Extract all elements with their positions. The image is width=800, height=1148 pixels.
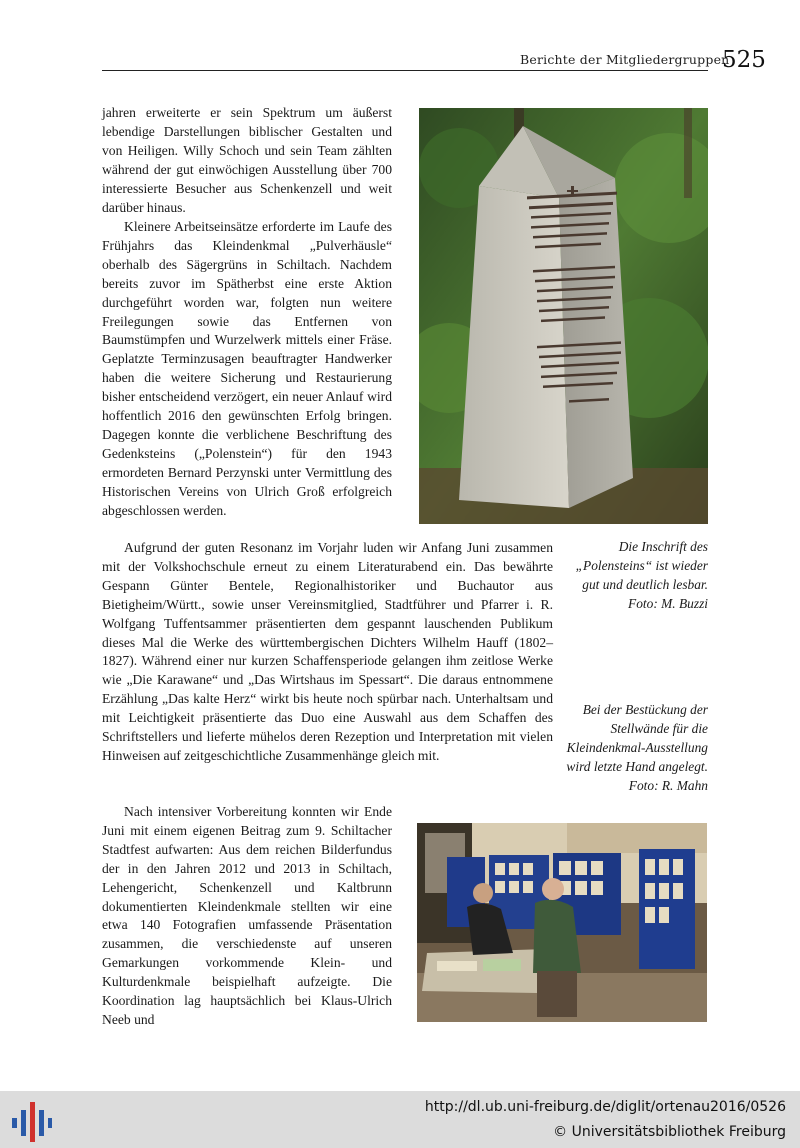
caption-1: Die Inschrift des „Polensteins“ ist wieder gut und deutlich lesbar. Foto: M. Buzzi bbox=[575, 539, 708, 611]
running-header: Berichte der Mitgliedergruppen bbox=[520, 52, 730, 67]
footer-url-link[interactable]: http://dl.ub.uni-freiburg.de/diglit/ortenau2016/0526 bbox=[424, 1099, 786, 1115]
paragraph-3: Aufgrund der guten Resonanz im Vorjahr luden wir Anfang Juni zusammen mit der Volkshochschule erneut zu einem Literaturabend ein. Das bewährte Gespann Günter Bentele, Regionalhistoriker und Buchautor aus Bietigheim/Württ., sowie unser Vereinsmitglied, Stadtführer und Pfarrer i. R. Wolfgang Tuffentsammer präsentierten dem gespannt lauschenden Publikum dieses Mal die Werke des württembergischen Dichters Wilhelm Hauff (1802–1827). Während einer nur kurzen Schaffensperiode gelangen ihm zeitlose Werke wie „Die Karawane“ und „Das Wirtshaus im Spessart“. Die daraus entnommene Erzählung „Das kalte Herz“ wirkt bis heute noch spürbar nach. Unterhaltsam und mit Leichtigkeit präsentierte das Duo eine Auswahl aus dem Schaffen des Schriftstellers und lieferte mühelos deren Rezeption und Interpretation mit vielen Hinweisen auf zeitgeschichtliche Zusammenhänge gleich mit. bbox=[102, 540, 553, 763]
memorial-stone-photo bbox=[419, 108, 708, 524]
page-number: 525 bbox=[722, 47, 766, 73]
paragraph-4: Nach intensiver Vorbereitung konnten wir Ende Juni mit einem eigenen Beitrag zum 9. Schiltacher Stadtfest aufwarten: Aus dem reichen Bilderfundus der in den Jahren 2012 und 2013 in Schiltach, Lehengericht, Schenkenzell und Kaltbrunn dokumentierten Kleindenkmale stellten wir eine etwa 140 Fotografien umfassende Präsentation zusammen, die verschiedenste auf unseren Gemarkungen vorkommende Klein- und Kulturdenkmale beispielhaft aufzeigte. Die Koordination lag hauptsächlich bei Klaus-Ulrich Neeb und bbox=[102, 804, 392, 1027]
exhibition-photo bbox=[417, 823, 707, 1022]
header-rule bbox=[102, 70, 708, 71]
paragraph-1: jahren erweiterte er sein Spektrum um äußerst lebendige Darstellungen biblischer Gestalten und von Heiligen. Willy Schoch und sein Team zählten während der gut einwöchigen Ausstellung über 700 interessierte Besucher aus Schenkenzell und weit darüber hinaus. bbox=[102, 105, 392, 215]
caption-2: Bei der Bestückung der Stellwände für die Kleindenkmal-Ausstellung wird letzte Hand angelegt. Foto: R. Mahn bbox=[566, 702, 708, 793]
ub-freiburg-logo bbox=[8, 1100, 52, 1148]
footer-copyright: © Universitätsbibliothek Freiburg bbox=[553, 1124, 786, 1140]
paragraph-2: Kleinere Arbeitseinsätze erforderte im Laufe des Frühjahrs das Kleindenkmal „Pulverhäusle“ oberhalb des Sägergrüns in Schiltach. Nachdem bereits zuvor im Spätherbst eine erste Aktion durchgeführt worden war, folgten nun weitere Freilegungen sowie das Entfernen von Baumstümpfen und Wurzelwerk mittels einer Fräse. Geplatzte Terminzusagen beauftragter Handwerker haben die weitere Sicherung und Restaurierung bisher entscheidend verzögert, ein neuer Anlauf wird hoffentlich 2016 den gewünschten Erfolg bringen. Dagegen konnte die verblichene Beschriftung des Gedenksteins („Polenstein“) für den 1943 ermordeten Bernard Perzynski unter Vermittlung des Historischen Vereins von Ulrich Groß erfolgreich abgeschlossen werden. bbox=[102, 219, 392, 518]
